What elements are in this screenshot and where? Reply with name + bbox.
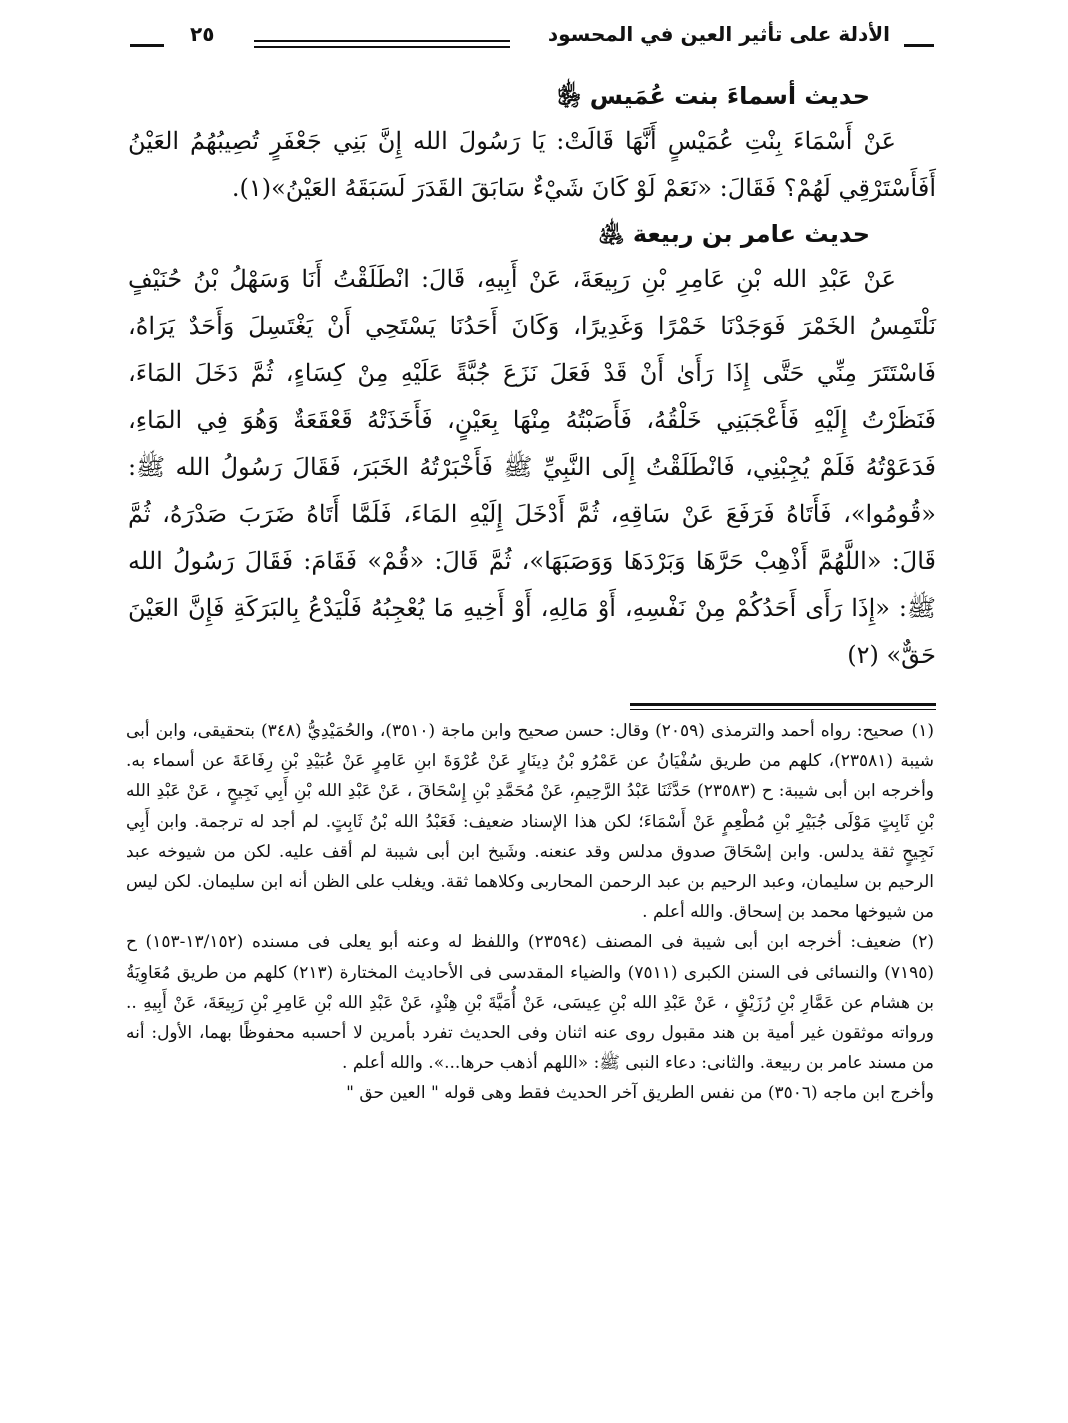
main-text	[128, 74, 936, 679]
footnote-text: صحيح: رواه أحمد والترمذى (٢٠٥٩) وقال: حسن صحيح وابن ماجة (٣٥١٠)، والحُمَيْدِيُّ (٣٤٨) بتحقيقى، وابن أبى شيبة (٢٣٥٨١)، كلهم من طريق سُفْيَانُ عن عَمْرُو بْنُ دِينَارٍ عَنْ عُرْوَةَ ابنِ عَامِرٍ عَنْ عُبَيْدِ بْنِ رِفَاعَةَ عن أسماء به. وأخرجه ابن أبى شيبة: ح (٢٣٥٨٣) حَدَّثَنَا عَبْدُ الرَّحِيمِ، عَنْ مُحَمَّدِ بْنِ إِسْحَاقَ ، عَنْ عَبْدِ الله بْنِ أَبِي نَجِيحٍ ، عَنْ عَبْدِ الله بْنِ ثَابِتٍ مَوْلَى جُبَيْرِ بْنِ مُطْعِمٍ عَنْ أَسْمَاءَ؛ لكن هذا الإسناد ضعيف: فَعَبْدُ الله بْنُ ثَابِتٍ. لم أجد له ترجمة. وابن أَبِي نَجِيحٍ ثقة يدلس. وابن إسْحَاقَ صدوق مدلس وقد عنعنه. وشَيخ ابن أبى شيبة لم أقف عليه. لكن من شيوخه عبد الرحيم بن سليمان، وعبد الرحيم بن عبد الرحمن المحاربى وكلاهما ثقة. ويغلب على الظن أنه ابن سليمان. لكن ليس من شيوخها محمد بن إسحاق. والله أعلم .	[126, 721, 934, 923]
header-title: الأدلة على تأثير العين في المحسود	[547, 22, 890, 46]
header-dash-left	[130, 44, 164, 47]
footnote-addendum: وأخرج ابن ماجه (٣٥٠٦) من نفس الطريق آخر الحديث فقط وهى قوله " العين حق "	[346, 1083, 934, 1104]
footnotes	[126, 716, 934, 1108]
footnote-number: (٢)	[911, 932, 935, 953]
footnote-separator	[630, 703, 936, 710]
hadith-asma-bint-umays: عَنْ أَسْمَاءَ بِنْتِ عُمَيْسٍ أَنَّهَا قَالَتْ: يَا رَسُولَ الله إِنَّ بَنِي جَعْفَرٍ تُصِيبُهُمُ العَيْنُ أَفَأَسْتَرْقِي لَهُمْ؟ فَقَالَ: «نَعَمْ لَوْ كَانَ شَيْءٌ سَابَقَ القَدَرَ لَسَبَقَهُ العَيْنُ»(١).	[128, 127, 936, 202]
footnote-2	[126, 927, 934, 1078]
running-header	[128, 20, 934, 60]
header-rule-lower	[254, 46, 510, 48]
footnote-number: (١)	[911, 721, 934, 741]
section-title-amir-ibn-rabiah: حديث عامر بن ربيعة ﵁	[598, 220, 870, 248]
section-title-asma-bint-umays: حديث أسماءَ بنت عُمَيس ﵂	[557, 82, 870, 110]
header-dash-right	[904, 44, 934, 47]
footnote-1	[126, 716, 934, 927]
footnote-text: ضعيف: أخرجه ابن أبى شيبة فى المصنف (٢٣٥٩٤) واللفظ له وعنه أبو يعلى فى مسنده (١٣/١٥٢-١٥٣) ح (٧١٩٥) والنسائى فى السنن الكبرى (٧٥١١) والضياء المقدسى فى الأحاديث المختارة (٢١٣) كلهم من طريق مُعَاوِيَةُ بن هشام عن عَمَّارِ بْنِ رُزَيْقٍ ، عَنْ عَبْدِ الله بْنِ عِيسَى، عَنْ أُمَيَّةَ بْنِ هِنْدٍ، عَنْ عَبْدِ الله بْنِ عَامِرِ بْنِ رَبِيعَةَ، عَنْ أَبِيهِ .. ورواته موثقون غير أمية بن هند مقبول روى عنه اثنان وفى الحديث تفرد بأمرين لا أحسبه محفوظًا بهما، الأول: أنه من مسند عامر بن ربيعة. والثانى: دعاء النبى ﷺ: «اللهم أذهب حرها...». والله أعلم .	[126, 932, 934, 1074]
hadith-amir-ibn-rabiah: عَنْ عَبْدِ الله بْنِ عَامِرِ بْنِ رَبِيعَةَ، عَنْ أَبِيهِ، قَالَ: انْطَلَقْتُ أَنَا وَسَهْلُ بْنُ حُنَيْفٍ نَلْتَمِسُ الخَمْرَ فَوَجَدْنَا خَمْرًا وَغَدِيرًا، وَكَانَ أَحَدُنَا يَسْتَحِي أَنْ يَغْتَسِلَ وَأَحَدٌ يَرَاهُ، فَاسْتَتَرَ مِنِّي حَتَّى إِذَا رَأَىٰ أَنْ قَدْ فَعَلَ نَزَعَ جُبَّةً عَلَيْهِ مِنْ كِسَاءٍ، ثُمَّ دَخَلَ المَاءَ، فَنَظَرْتُ إِلَيْهِ فَأَعْجَبَنِي خَلْقُهُ، فَأَصَبْتُهُ مِنْهَا بِعَيْنٍ، فَأَخَذَتْهُ قَعْقَعَةٌ وَهُوَ فِي المَاءِ، فَدَعَوْتُهُ فَلَمْ يُجِبْنِي، فَانْطَلَقْتُ إِلَى النَّبِيِّ ﷺ فَأَخْبَرْتُهُ الخَبَرَ، فَقَالَ رَسُولُ الله ﷺ: «قُومُوا»، فَأَتَاهُ فَرَفَعَ عَنْ سَاقِهِ، ثُمَّ أَدْخَلَ إِلَيْهِ المَاءَ، فَلَمَّا أَتَاهُ ضَرَبَ صَدْرَهُ، ثُمَّ قَالَ: «اللَّهُمَّ أَذْهِبْ حَرَّهَا وَبَرْدَهَا وَوَصَبَهَا»، ثُمَّ قَالَ: «قُمْ» فَقَامَ: فَقَالَ رَسُولُ الله ﷺ: «إِذَا رَأَى أَحَدُكُمْ مِنْ نَفْسِهِ، أَوْ مَالِهِ، أَوْ أَخِيهِ مَا يُعْجِبُهُ فَلْيَدْعُ بِالبَرَكَةِ فَإِنَّ العَيْنَ حَقٌّ» (٢)	[128, 265, 937, 669]
header-rule-upper	[254, 40, 510, 42]
page-number: ٢٥	[190, 22, 215, 46]
